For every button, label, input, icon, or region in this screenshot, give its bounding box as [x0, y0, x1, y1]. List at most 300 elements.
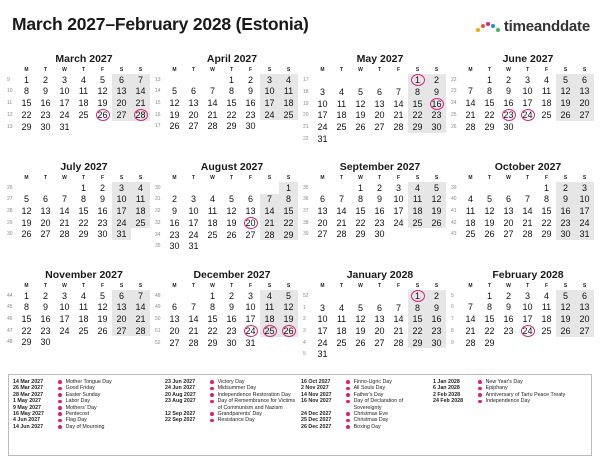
day-cell[interactable]: 22 — [355, 217, 366, 228]
day-cell[interactable]: 13 — [503, 205, 514, 216]
day-cell[interactable]: 4 — [338, 302, 344, 313]
day-cell[interactable]: 9 — [505, 302, 511, 313]
day-cell[interactable]: 21 — [131, 313, 150, 325]
day-cell[interactable]: 18 — [336, 325, 347, 336]
day-cell[interactable]: 30 — [40, 337, 51, 348]
day-cell[interactable]: 30 — [556, 228, 575, 240]
day-cell[interactable]: 5 — [556, 74, 575, 86]
day-cell[interactable]: 30 — [427, 337, 446, 349]
day-cell[interactable]: 14 — [59, 205, 70, 216]
day-cell[interactable]: 3 — [190, 194, 196, 205]
day-cell[interactable]: 15 — [355, 205, 366, 216]
day-cell[interactable]: 24 — [59, 325, 70, 336]
day-cell[interactable]: 19 — [169, 109, 180, 120]
day-cell[interactable]: 11 — [131, 194, 150, 206]
day-cell[interactable]: 12 — [169, 97, 180, 108]
day-cell[interactable]: 11 — [541, 302, 552, 313]
day-cell[interactable]: 29 — [355, 229, 366, 240]
day-cell[interactable]: 12 — [484, 205, 495, 216]
day-cell[interactable]: 28 — [260, 229, 279, 241]
day-cell[interactable]: 7 — [395, 302, 401, 313]
day-cell[interactable]: 16 — [427, 314, 446, 326]
day-cell[interactable]: 23 — [226, 325, 237, 336]
day-cell[interactable]: 20 — [503, 217, 514, 228]
day-cell[interactable]: 13 — [374, 98, 385, 109]
day-cell[interactable]: 21 — [336, 217, 347, 228]
day-cell[interactable]: 13 — [112, 86, 131, 98]
day-cell[interactable]: 2 — [556, 182, 575, 194]
day-cell[interactable]: 9 — [99, 194, 105, 205]
day-cell[interactable]: 5 — [357, 86, 363, 97]
day-cell[interactable]: 8 — [228, 86, 234, 97]
day-cell[interactable]: 5 — [556, 290, 575, 302]
day-cell[interactable]: 16 — [503, 313, 514, 324]
day-cell[interactable]: 21 — [131, 97, 150, 109]
day-cell[interactable]: 17 — [522, 97, 533, 108]
day-cell[interactable]: 4 — [543, 290, 549, 301]
day-cell[interactable]: 12 — [427, 194, 446, 206]
day-cell[interactable]: 14 — [465, 313, 476, 324]
day-cell[interactable]: 23 — [427, 325, 446, 337]
day-cell[interactable]: 5 — [279, 290, 298, 302]
day-cell[interactable]: 2 — [427, 74, 446, 86]
day-cell[interactable]: 9 — [556, 194, 575, 206]
day-cell[interactable]: 20 — [374, 325, 385, 336]
day-cell[interactable]: 12 — [279, 302, 298, 314]
day-cell[interactable] — [518, 109, 537, 121]
day-cell[interactable]: 21 — [59, 217, 70, 228]
day-cell[interactable] — [279, 325, 298, 337]
day-cell[interactable]: 30 — [226, 337, 237, 348]
day-cell[interactable]: 19 — [427, 205, 446, 217]
day-cell[interactable]: 9 — [505, 86, 511, 97]
day-cell[interactable]: 1 — [486, 290, 492, 301]
day-cell[interactable]: 1 — [279, 182, 298, 194]
day-cell[interactable]: 5 — [99, 74, 105, 85]
day-cell[interactable]: 29 — [279, 229, 298, 241]
day-cell[interactable]: 26 — [226, 229, 237, 240]
day-cell[interactable]: 5 — [23, 194, 29, 205]
day-cell[interactable]: 23 — [97, 217, 108, 228]
day-cell[interactable]: 15 — [21, 313, 32, 324]
day-cell[interactable]: 22 — [21, 109, 32, 120]
day-cell[interactable]: 19 — [279, 313, 298, 325]
day-cell[interactable]: 11 — [260, 302, 279, 314]
day-cell[interactable]: 23 — [40, 325, 51, 336]
day-cell[interactable]: 2 — [228, 290, 234, 301]
day-cell[interactable]: 6 — [575, 74, 594, 86]
day-cell[interactable]: 22 — [408, 110, 427, 122]
day-cell[interactable]: 2 — [99, 182, 105, 193]
day-cell[interactable]: 12 — [556, 302, 575, 314]
day-cell[interactable]: 18 — [336, 110, 347, 121]
day-cell[interactable]: 22 — [408, 325, 427, 337]
day-cell[interactable]: 7 — [260, 194, 279, 206]
day-cell[interactable]: 8 — [209, 302, 215, 313]
day-cell[interactable]: 13 — [188, 97, 199, 108]
day-cell[interactable]: 17 — [522, 313, 533, 324]
day-cell[interactable]: 18 — [260, 313, 279, 325]
day-cell[interactable]: 18 — [131, 205, 150, 217]
day-cell[interactable]: 17 — [245, 313, 256, 324]
day-cell[interactable]: 24 — [188, 229, 199, 240]
day-cell[interactable]: 3 — [247, 290, 253, 301]
day-cell[interactable]: 25 — [78, 325, 89, 336]
day-cell[interactable]: 29 — [408, 121, 427, 133]
day-cell[interactable]: 6 — [505, 194, 511, 205]
day-cell[interactable]: 12 — [355, 314, 366, 325]
day-cell[interactable]: 19 — [484, 217, 495, 228]
day-cell[interactable]: 5 — [171, 86, 177, 97]
day-cell[interactable]: 15 — [541, 205, 552, 216]
day-cell[interactable]: 9 — [42, 86, 48, 97]
day-cell[interactable]: 8 — [279, 194, 298, 206]
day-cell[interactable]: 6 — [376, 86, 382, 97]
day-cell[interactable]: 2 — [171, 194, 177, 205]
day-cell[interactable]: 23 — [245, 109, 256, 120]
day-cell[interactable]: 20 — [112, 97, 131, 109]
day-cell[interactable]: 4 — [408, 182, 427, 194]
day-cell[interactable]: 2 — [505, 74, 511, 85]
day-cell[interactable]: 11 — [207, 205, 218, 216]
day-cell[interactable]: 3 — [260, 74, 279, 86]
day-cell[interactable]: 14 — [393, 314, 404, 325]
day-cell[interactable] — [260, 325, 279, 337]
day-cell[interactable]: 3 — [524, 290, 530, 301]
day-cell[interactable]: 10 — [260, 86, 279, 98]
day-cell[interactable]: 23 — [503, 325, 514, 336]
day-cell[interactable]: 29 — [21, 121, 32, 132]
day-cell[interactable]: 30 — [374, 229, 385, 240]
day-cell[interactable]: 2 — [247, 74, 253, 85]
day-cell[interactable]: 14 — [260, 205, 279, 217]
day-cell[interactable]: 8 — [486, 86, 492, 97]
day-cell[interactable]: 4 — [260, 290, 279, 302]
day-cell[interactable] — [427, 98, 446, 110]
day-cell[interactable]: 4 — [338, 86, 344, 97]
day-cell[interactable]: 31 — [575, 228, 594, 240]
day-cell[interactable]: 9 — [228, 302, 234, 313]
day-cell[interactable]: 25 — [279, 109, 298, 121]
day-cell[interactable]: 16 — [556, 205, 575, 217]
day-cell[interactable]: 28 — [131, 325, 150, 337]
day-cell[interactable]: 31 — [317, 133, 328, 144]
day-cell[interactable]: 29 — [484, 121, 495, 132]
day-cell[interactable]: 31 — [245, 337, 256, 348]
day-cell[interactable]: 24 — [393, 217, 404, 228]
day-cell[interactable]: 21 — [188, 325, 199, 336]
day-cell[interactable]: 22 — [207, 325, 218, 336]
day-cell[interactable]: 11 — [541, 86, 552, 97]
day-cell[interactable]: 10 — [59, 302, 70, 313]
day-cell[interactable]: 28 — [393, 121, 404, 132]
day-cell[interactable]: 10 — [59, 86, 70, 97]
day-cell[interactable]: 26 — [355, 121, 366, 132]
day-cell[interactable]: 17 — [112, 205, 131, 217]
day-cell[interactable]: 21 — [260, 217, 279, 229]
day-cell[interactable]: 21 — [393, 325, 404, 336]
day-cell[interactable]: 6 — [376, 302, 382, 313]
day-cell[interactable]: 1 — [357, 182, 363, 193]
day-cell[interactable]: 29 — [408, 337, 427, 349]
day-cell[interactable]: 25 — [78, 109, 89, 120]
day-cell[interactable]: 5 — [99, 290, 105, 301]
day-cell[interactable]: 16 — [503, 97, 514, 108]
day-cell[interactable]: 28 — [465, 121, 476, 132]
day-cell[interactable]: 19 — [21, 217, 32, 228]
day-cell[interactable]: 20 — [112, 313, 131, 325]
day-cell[interactable]: 26 — [427, 217, 446, 229]
day-cell[interactable]: 11 — [336, 98, 347, 109]
day-cell[interactable]: 31 — [59, 121, 70, 132]
day-cell[interactable]: 10 — [112, 194, 131, 206]
day-cell[interactable] — [93, 109, 112, 121]
day-cell[interactable]: 7 — [524, 194, 530, 205]
day-cell[interactable]: 22 — [78, 217, 89, 228]
day-cell[interactable]: 24 — [317, 337, 328, 348]
day-cell[interactable]: 9 — [376, 194, 382, 205]
day-cell[interactable]: 29 — [207, 337, 218, 348]
day-cell[interactable]: 14 — [336, 205, 347, 216]
day-cell[interactable]: 14 — [465, 97, 476, 108]
day-cell[interactable]: 7 — [61, 194, 67, 205]
day-cell[interactable]: 7 — [338, 194, 344, 205]
day-cell[interactable]: 29 — [484, 337, 495, 348]
day-cell[interactable]: 30 — [245, 121, 256, 132]
day-cell[interactable]: 25 — [336, 337, 347, 348]
day-cell[interactable]: 8 — [23, 86, 29, 97]
day-cell[interactable]: 8 — [23, 302, 29, 313]
day-cell[interactable]: 31 — [112, 228, 131, 240]
day-cell[interactable] — [241, 217, 260, 229]
day-cell[interactable]: 10 — [317, 314, 328, 325]
day-cell[interactable] — [241, 325, 260, 337]
day-cell[interactable]: 10 — [188, 205, 199, 216]
day-cell[interactable]: 9 — [42, 302, 48, 313]
day-cell[interactable]: 27 — [112, 325, 131, 337]
day-cell[interactable]: 31 — [317, 349, 328, 360]
day-cell[interactable]: 30 — [40, 121, 51, 132]
day-cell[interactable]: 21 — [522, 217, 533, 228]
day-cell[interactable]: 1 — [80, 182, 86, 193]
day-cell[interactable]: 2 — [42, 290, 48, 301]
day-cell[interactable]: 2 — [427, 290, 446, 302]
day-cell[interactable]: 16 — [245, 97, 256, 108]
day-cell[interactable]: 4 — [80, 74, 86, 85]
day-cell[interactable]: 24 — [575, 217, 594, 229]
day-cell[interactable]: 11 — [279, 86, 298, 98]
day-cell[interactable]: 27 — [112, 109, 131, 121]
day-cell[interactable]: 11 — [78, 86, 89, 97]
day-cell[interactable]: 22 — [226, 109, 237, 120]
day-cell[interactable]: 17 — [393, 205, 404, 216]
day-cell[interactable]: 20 — [317, 217, 328, 228]
day-cell[interactable]: 11 — [408, 194, 427, 206]
day-cell[interactable]: 4 — [80, 290, 86, 301]
day-cell[interactable]: 18 — [279, 97, 298, 109]
day-cell[interactable]: 21 — [207, 109, 218, 120]
day-cell[interactable]: 22 — [279, 217, 298, 229]
day-cell[interactable]: 10 — [245, 302, 256, 313]
day-cell[interactable]: 29 — [21, 337, 32, 348]
day-cell[interactable]: 8 — [80, 194, 86, 205]
day-cell[interactable]: 2 — [42, 74, 48, 85]
day-cell[interactable]: 25 — [131, 217, 150, 229]
day-cell[interactable]: 9 — [427, 86, 446, 98]
day-cell[interactable]: 26 — [21, 229, 32, 240]
day-cell[interactable]: 6 — [319, 194, 325, 205]
day-cell[interactable]: 28 — [207, 121, 218, 132]
day-cell[interactable]: 25 — [541, 109, 552, 120]
day-cell[interactable]: 21 — [465, 109, 476, 120]
day-cell[interactable]: 22 — [484, 325, 495, 336]
day-cell[interactable]: 15 — [484, 97, 495, 108]
day-cell[interactable]: 1 — [23, 290, 29, 301]
day-cell[interactable]: 12 — [97, 86, 108, 97]
day-cell[interactable]: 27 — [575, 325, 594, 337]
day-cell[interactable]: 19 — [355, 325, 366, 336]
day-cell[interactable]: 1 — [209, 290, 215, 301]
day-cell[interactable]: 15 — [279, 205, 298, 217]
day-cell[interactable]: 15 — [207, 313, 218, 324]
day-cell[interactable]: 2 — [376, 182, 382, 193]
day-cell[interactable]: 28 — [59, 229, 70, 240]
day-cell[interactable]: 21 — [393, 110, 404, 121]
day-cell[interactable]: 19 — [226, 217, 237, 228]
day-cell[interactable]: 17 — [59, 97, 70, 108]
day-cell[interactable]: 28 — [393, 337, 404, 348]
day-cell[interactable]: 19 — [97, 97, 108, 108]
day-cell[interactable]: 26 — [169, 121, 180, 132]
day-cell[interactable]: 11 — [78, 302, 89, 313]
day-cell[interactable]: 29 — [226, 121, 237, 132]
day-cell[interactable]: 20 — [169, 325, 180, 336]
day-cell[interactable]: 31 — [188, 241, 199, 252]
day-cell[interactable]: 3 — [61, 290, 67, 301]
day-cell[interactable]: 4 — [467, 194, 473, 205]
day-cell[interactable]: 28 — [336, 229, 347, 240]
day-cell[interactable]: 1 — [543, 182, 549, 193]
day-cell[interactable]: 7 — [467, 86, 473, 97]
day-cell[interactable]: 18 — [78, 313, 89, 324]
day-cell[interactable]: 28 — [188, 337, 199, 348]
day-cell[interactable]: 24 — [260, 109, 279, 121]
day-cell[interactable]: 27 — [169, 337, 180, 348]
day-cell[interactable]: 3 — [524, 74, 530, 85]
day-cell[interactable]: 7 — [467, 302, 473, 313]
day-cell[interactable]: 19 — [97, 313, 108, 324]
day-cell[interactable]: 15 — [408, 314, 427, 326]
day-cell[interactable]: 10 — [522, 86, 533, 97]
day-cell[interactable]: 7 — [395, 86, 401, 97]
day-cell[interactable]: 16 — [40, 313, 51, 324]
day-cell[interactable]: 18 — [78, 97, 89, 108]
day-cell[interactable]: 20 — [188, 109, 199, 120]
day-cell[interactable]: 15 — [408, 98, 427, 110]
day-cell[interactable]: 20 — [575, 313, 594, 325]
day-cell[interactable]: 27 — [188, 121, 199, 132]
day-cell[interactable]: 24 — [317, 121, 328, 132]
day-cell[interactable]: 18 — [207, 217, 218, 228]
day-cell[interactable] — [499, 109, 518, 121]
day-cell[interactable]: 8 — [486, 302, 492, 313]
day-cell[interactable]: 15 — [21, 97, 32, 108]
day-cell[interactable]: 30 — [503, 121, 514, 132]
day-cell[interactable]: 13 — [112, 302, 131, 314]
day-cell[interactable]: 15 — [78, 205, 89, 216]
day-cell[interactable]: 5 — [228, 194, 234, 205]
day-cell[interactable]: 27 — [374, 121, 385, 132]
day-cell[interactable]: 6 — [112, 290, 131, 302]
day-cell[interactable]: 27 — [503, 229, 514, 240]
day-cell[interactable]: 3 — [319, 86, 325, 97]
day-cell[interactable]: 26 — [556, 325, 575, 337]
day-cell[interactable]: 12 — [556, 86, 575, 98]
day-cell[interactable]: 14 — [393, 98, 404, 109]
day-cell[interactable]: 19 — [355, 110, 366, 121]
day-cell[interactable]: 10 — [317, 98, 328, 109]
day-cell[interactable]: 7 — [209, 86, 215, 97]
day-cell[interactable]: 3 — [319, 302, 325, 313]
day-cell[interactable]: 30 — [169, 241, 180, 252]
day-cell[interactable]: 3 — [575, 182, 594, 194]
day-cell[interactable]: 17 — [317, 325, 328, 336]
day-cell[interactable]: 13 — [169, 313, 180, 324]
day-cell[interactable]: 13 — [374, 314, 385, 325]
day-cell[interactable]: 17 — [188, 217, 199, 228]
day-cell[interactable]: 20 — [575, 97, 594, 109]
day-cell[interactable]: 8 — [357, 194, 363, 205]
day-cell[interactable]: 13 — [575, 302, 594, 314]
day-cell[interactable]: 22 — [484, 109, 495, 120]
day-cell[interactable]: 1 — [486, 74, 492, 85]
day-cell[interactable]: 6 — [171, 302, 177, 313]
day-cell[interactable]: 6 — [112, 74, 131, 86]
day-cell[interactable]: 14 — [188, 313, 199, 324]
day-cell[interactable]: 6 — [42, 194, 48, 205]
day-cell[interactable]: 9 — [171, 205, 177, 216]
day-cell[interactable]: 25 — [207, 229, 218, 240]
day-cell[interactable]: 24 — [59, 109, 70, 120]
day-cell[interactable]: 23 — [427, 110, 446, 122]
day-cell[interactable]: 16 — [97, 205, 108, 216]
day-cell[interactable]: 17 — [317, 110, 328, 121]
day-cell[interactable]: 25 — [541, 325, 552, 336]
day-cell[interactable]: 15 — [484, 313, 495, 324]
day-cell[interactable]: 18 — [465, 217, 476, 228]
day-cell[interactable]: 8 — [408, 302, 427, 314]
day-cell[interactable] — [131, 109, 150, 121]
day-cell[interactable]: 27 — [317, 229, 328, 240]
day-cell[interactable]: 8 — [408, 86, 427, 98]
day-cell[interactable]: 26 — [556, 109, 575, 121]
day-cell[interactable]: 16 — [169, 217, 180, 228]
day-cell[interactable]: 17 — [575, 205, 594, 217]
day-cell[interactable]: 22 — [541, 217, 552, 228]
day-cell[interactable]: 18 — [408, 205, 427, 217]
day-cell[interactable] — [408, 74, 427, 86]
day-cell[interactable]: 21 — [465, 325, 476, 336]
day-cell[interactable]: 8 — [543, 194, 549, 205]
day-cell[interactable]: 17 — [59, 313, 70, 324]
day-cell[interactable]: 14 — [131, 86, 150, 98]
day-cell[interactable]: 1 — [23, 74, 29, 85]
day-cell[interactable]: 25 — [336, 121, 347, 132]
day-cell[interactable]: 29 — [541, 229, 552, 240]
day-cell[interactable]: 2 — [505, 290, 511, 301]
day-cell[interactable] — [518, 325, 537, 337]
day-cell[interactable]: 6 — [247, 194, 253, 205]
